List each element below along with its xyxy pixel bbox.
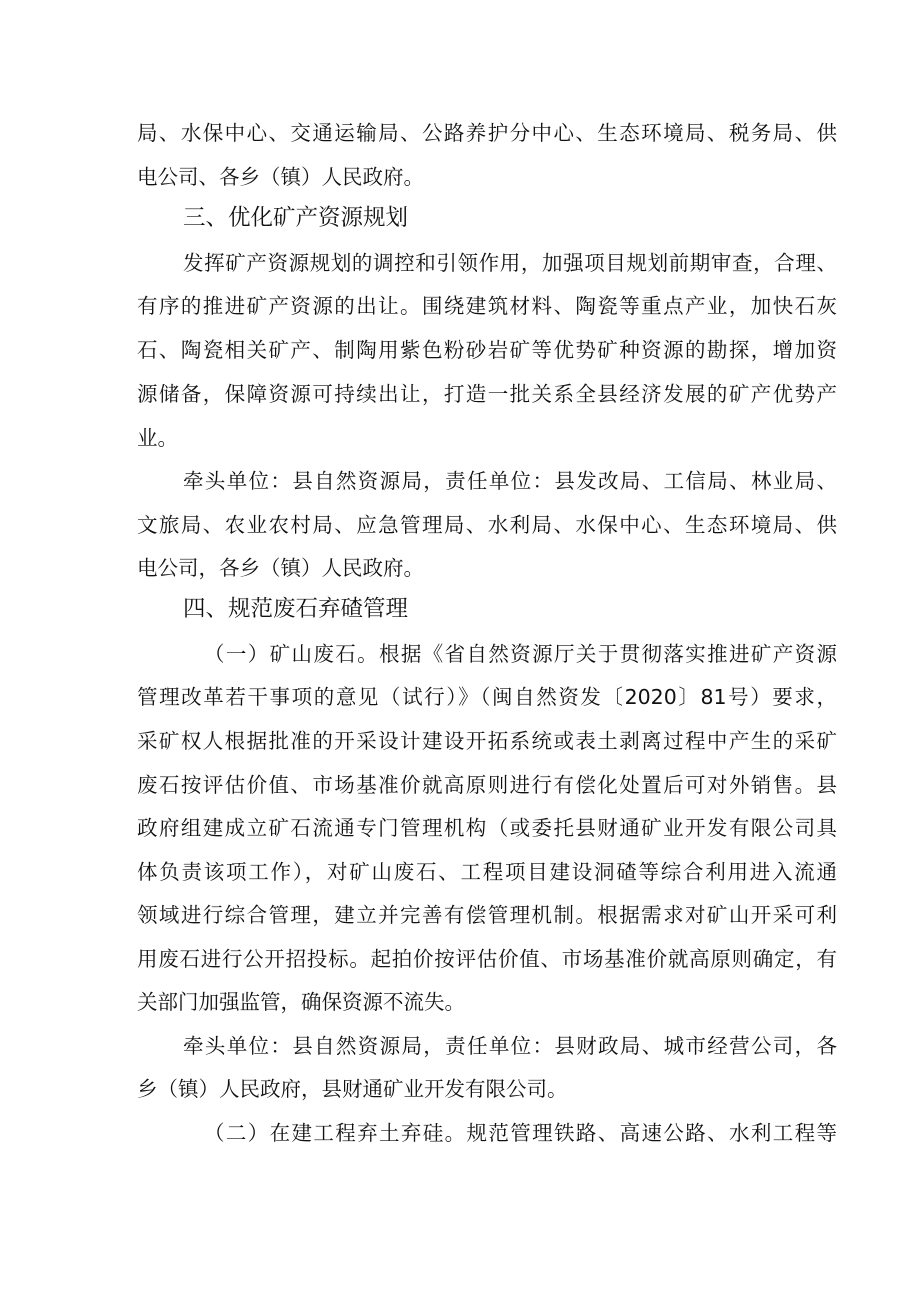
paragraph-line: 采矿权人根据批准的开采设计建设开拓系统或表土剥离过程中产生的采矿 <box>137 729 837 753</box>
paragraph-line: 文旅局、农业农村局、应急管理局、水利局、水保中心、生态环境局、供 <box>137 513 837 537</box>
paragraph-line: 用废石进行公开招投标。起拍价按评估价值、市场基准价就高原则确定，有 <box>137 947 837 971</box>
paragraph-line: 乡（镇）人民政府，县财通矿业开发有限公司。 <box>137 1077 568 1101</box>
paragraph-line: 局、水保中心、交通运输局、公路养护分中心、生态环境局、税务局、供 <box>137 121 837 145</box>
paragraph-line: 牵头单位：县自然资源局，责任单位：县发改局、工信局、林业局、 <box>183 469 837 493</box>
section-heading: 三、优化矿产资源规划 <box>183 205 409 231</box>
paragraph-line: 管理改革若干事项的意见（试行）》（闽自然资发〔2020〕81号）要求， <box>137 685 837 709</box>
paragraph-line: 源储备，保障资源可持续出让，打造一批关系全县经济发展的矿产优势产 <box>137 382 837 406</box>
paragraph-line: 发挥矿产资源规划的调控和引领作用，加强项目规划前期审查，合理、 <box>183 251 837 275</box>
paragraph-line: 电公司、各乡（镇）人民政府。 <box>137 165 424 189</box>
paragraph-line: 政府组建成立矿石流通专门管理机构（或委托县财通矿业开发有限公司具 <box>137 816 837 840</box>
section-heading: 四、规范废石弃碴管理 <box>183 596 409 622</box>
paragraph-line: 电公司，各乡（镇）人民政府。 <box>137 556 424 580</box>
paragraph-line: 石、陶瓷相关矿产、制陶用紫色粉砂岩矿等优势矿种资源的勘探，增加资 <box>137 338 837 362</box>
paragraph-line: 牵头单位：县自然资源局，责任单位：县财政局、城市经营公司，各 <box>183 1034 837 1058</box>
paragraph-line: 废石按评估价值、市场基准价就高原则进行有偿化处置后可对外销售。县 <box>137 773 837 797</box>
paragraph-line: 领域进行综合管理，建立并完善有偿管理机制。根据需求对矿山开采可利 <box>137 903 837 927</box>
paragraph-line: （一）矿山废石。根据《省自然资源厅关于贯彻落实推进矿产资源 <box>204 642 837 666</box>
paragraph-line: （二）在建工程弃土弃硅。规范管理铁路、高速公路、水利工程等 <box>204 1121 837 1145</box>
paragraph-line: 关部门加强监管，确保资源不流失。 <box>137 990 465 1014</box>
paragraph-line: 体负责该项工作），对矿山废石、工程项目建设洞碴等综合利用进入流通 <box>137 860 837 884</box>
paragraph-line: 业。 <box>137 426 178 450</box>
paragraph-line: 有序的推进矿产资源的出让。围绕建筑材料、陶瓷等重点产业，加快石灰 <box>137 294 837 318</box>
